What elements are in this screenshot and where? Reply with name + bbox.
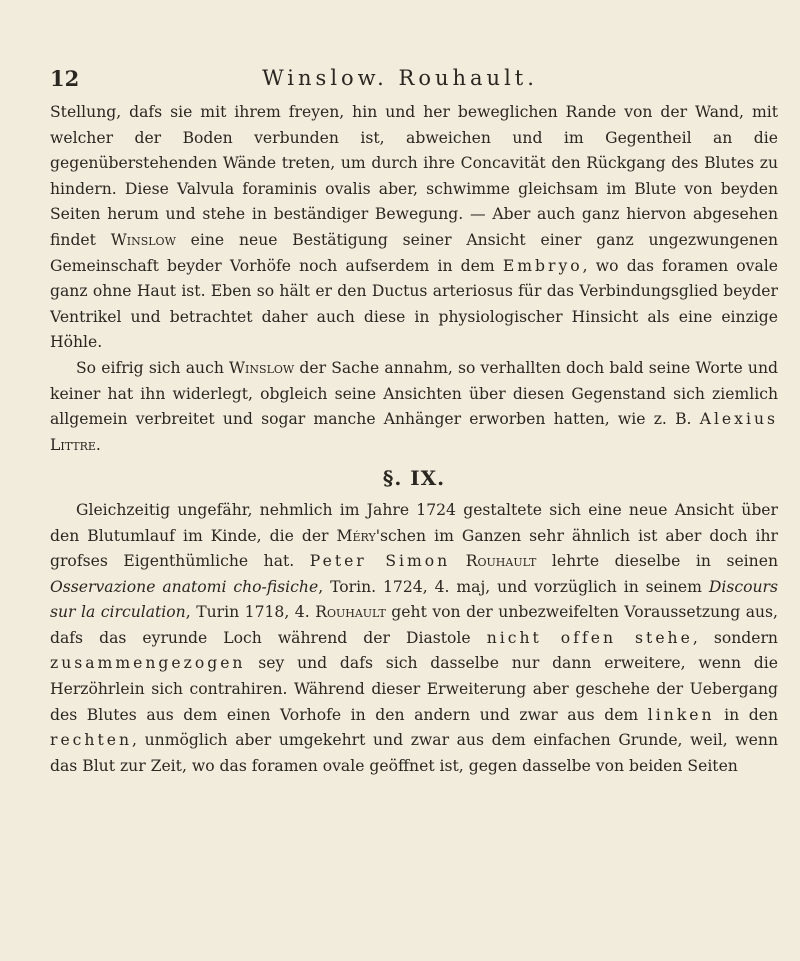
author-name: Rouhault xyxy=(465,552,537,571)
emphasized-term: linken xyxy=(647,705,715,724)
emphasized-term: zusammengezogen xyxy=(50,654,246,673)
text-run: in den xyxy=(714,705,778,724)
text-run: lehrte dieselbe in seinen xyxy=(536,552,778,571)
text-run: , wo das foramen ovale ganz ohne Haut ist. Eben so hält er den Ductus arteriosus für das Verbindungsglied beyder Ventrikel und betrachtet daher auch diese in physiologischer Hinsicht als eine einzige Höhle. xyxy=(50,256,779,352)
section-heading: §. IX. xyxy=(382,466,446,491)
text-run: Stellung, dafs sie mit ihrem freyen, hin und her beweglichen Rande von der Wand, mit welcher der Boden verbunden ist, abweichen und im Gegentheil an die gegenüberstehenden Wände treten, um durch ihre Concavität den Rückgang des Blutes zu hindern. Diese Valvula foraminis ovalis aber, schwimme gleichsam im Blute von beyden Seiten herum und stehe in beständiger Bewegung. — Aber auch ganz hiervon abgesehen findet xyxy=(50,103,778,249)
text-run: , Torin. 1724, 4. maj, und vorzüglich in seinem xyxy=(318,577,709,596)
emphasized-term: Embryo xyxy=(502,256,583,275)
text-run: sey und dafs sich dasselbe nur dann erweitere, wenn die Herzöhrlein sich contrahiren. Während dieser Erweiterung aber geschehe der Uebergang des Blutes aus dem einen Vorhofe in den andern und zwar aus dem xyxy=(50,654,778,724)
emphasized-term: rechten xyxy=(50,731,132,750)
text-run: , sondern xyxy=(692,628,778,647)
text-run: So eifrig sich auch xyxy=(76,358,230,377)
author-name: Méry xyxy=(336,526,376,545)
running-head: Winslow. Rouhault. xyxy=(262,66,538,90)
work-title: Osservazione anatomi cho-fisiche xyxy=(50,577,319,596)
work-title: Discours sur la circulation xyxy=(50,577,778,622)
page-number: 12 xyxy=(50,66,80,91)
emphasized-term: Diastole xyxy=(405,628,471,647)
author-name: Winslow xyxy=(229,358,295,377)
text-run: . xyxy=(95,435,101,454)
text-run: der Sache annahm, so verhallten doch bald seine Worte und keiner hat ihn widerlegt, obgleich seine Ansichten über diesen Gegenstand sich ziemlich allgemein verbreitet und sogar manche Anhänger erworben hatten, wie z. B. xyxy=(50,358,778,429)
paragraph-1 xyxy=(50,100,778,356)
body-text xyxy=(50,100,778,779)
text-run: Gleichzeitig ungefähr, nehmlich im Jahre 1724 gestaltete sich eine neue Ansicht über den Blutumlauf im Kinde, die der xyxy=(50,500,778,545)
author-first-name: Peter Simon xyxy=(309,552,451,571)
text-run: geht von der unbezweifelten Voraussetzung aus, dafs das eyrunde Loch während der xyxy=(50,603,778,647)
paragraph-3 xyxy=(50,498,778,780)
text-run: eine neue Bestätigung seiner Ansicht einer ganz ungezwungenen Gemeinschaft beyder Vorhöfe noch aufserdem in dem xyxy=(50,230,778,275)
author-name: Rouhault xyxy=(315,603,386,622)
text-run: , Turin 1718, 4. xyxy=(185,603,316,622)
author-name: Littre xyxy=(50,435,96,454)
author-name: Winslow xyxy=(110,230,176,249)
paragraph-2 xyxy=(50,356,778,458)
author-first-name: Alexius xyxy=(699,410,778,429)
text-run: , unmöglich aber umgekehrt und zwar aus dem einfachen Grunde, weil, wenn das Blut zur Zeit, wo das foramen ovale geöffnet ist, gegen dasselbe von beiden Seiten xyxy=(50,731,778,775)
emphasized-term: nicht offen stehe xyxy=(486,628,693,647)
text-run: 'schen im Ganzen sehr ähnlich ist aber doch ihr grofses Eigenthümliche hat. xyxy=(50,526,778,571)
page-header xyxy=(40,66,760,98)
